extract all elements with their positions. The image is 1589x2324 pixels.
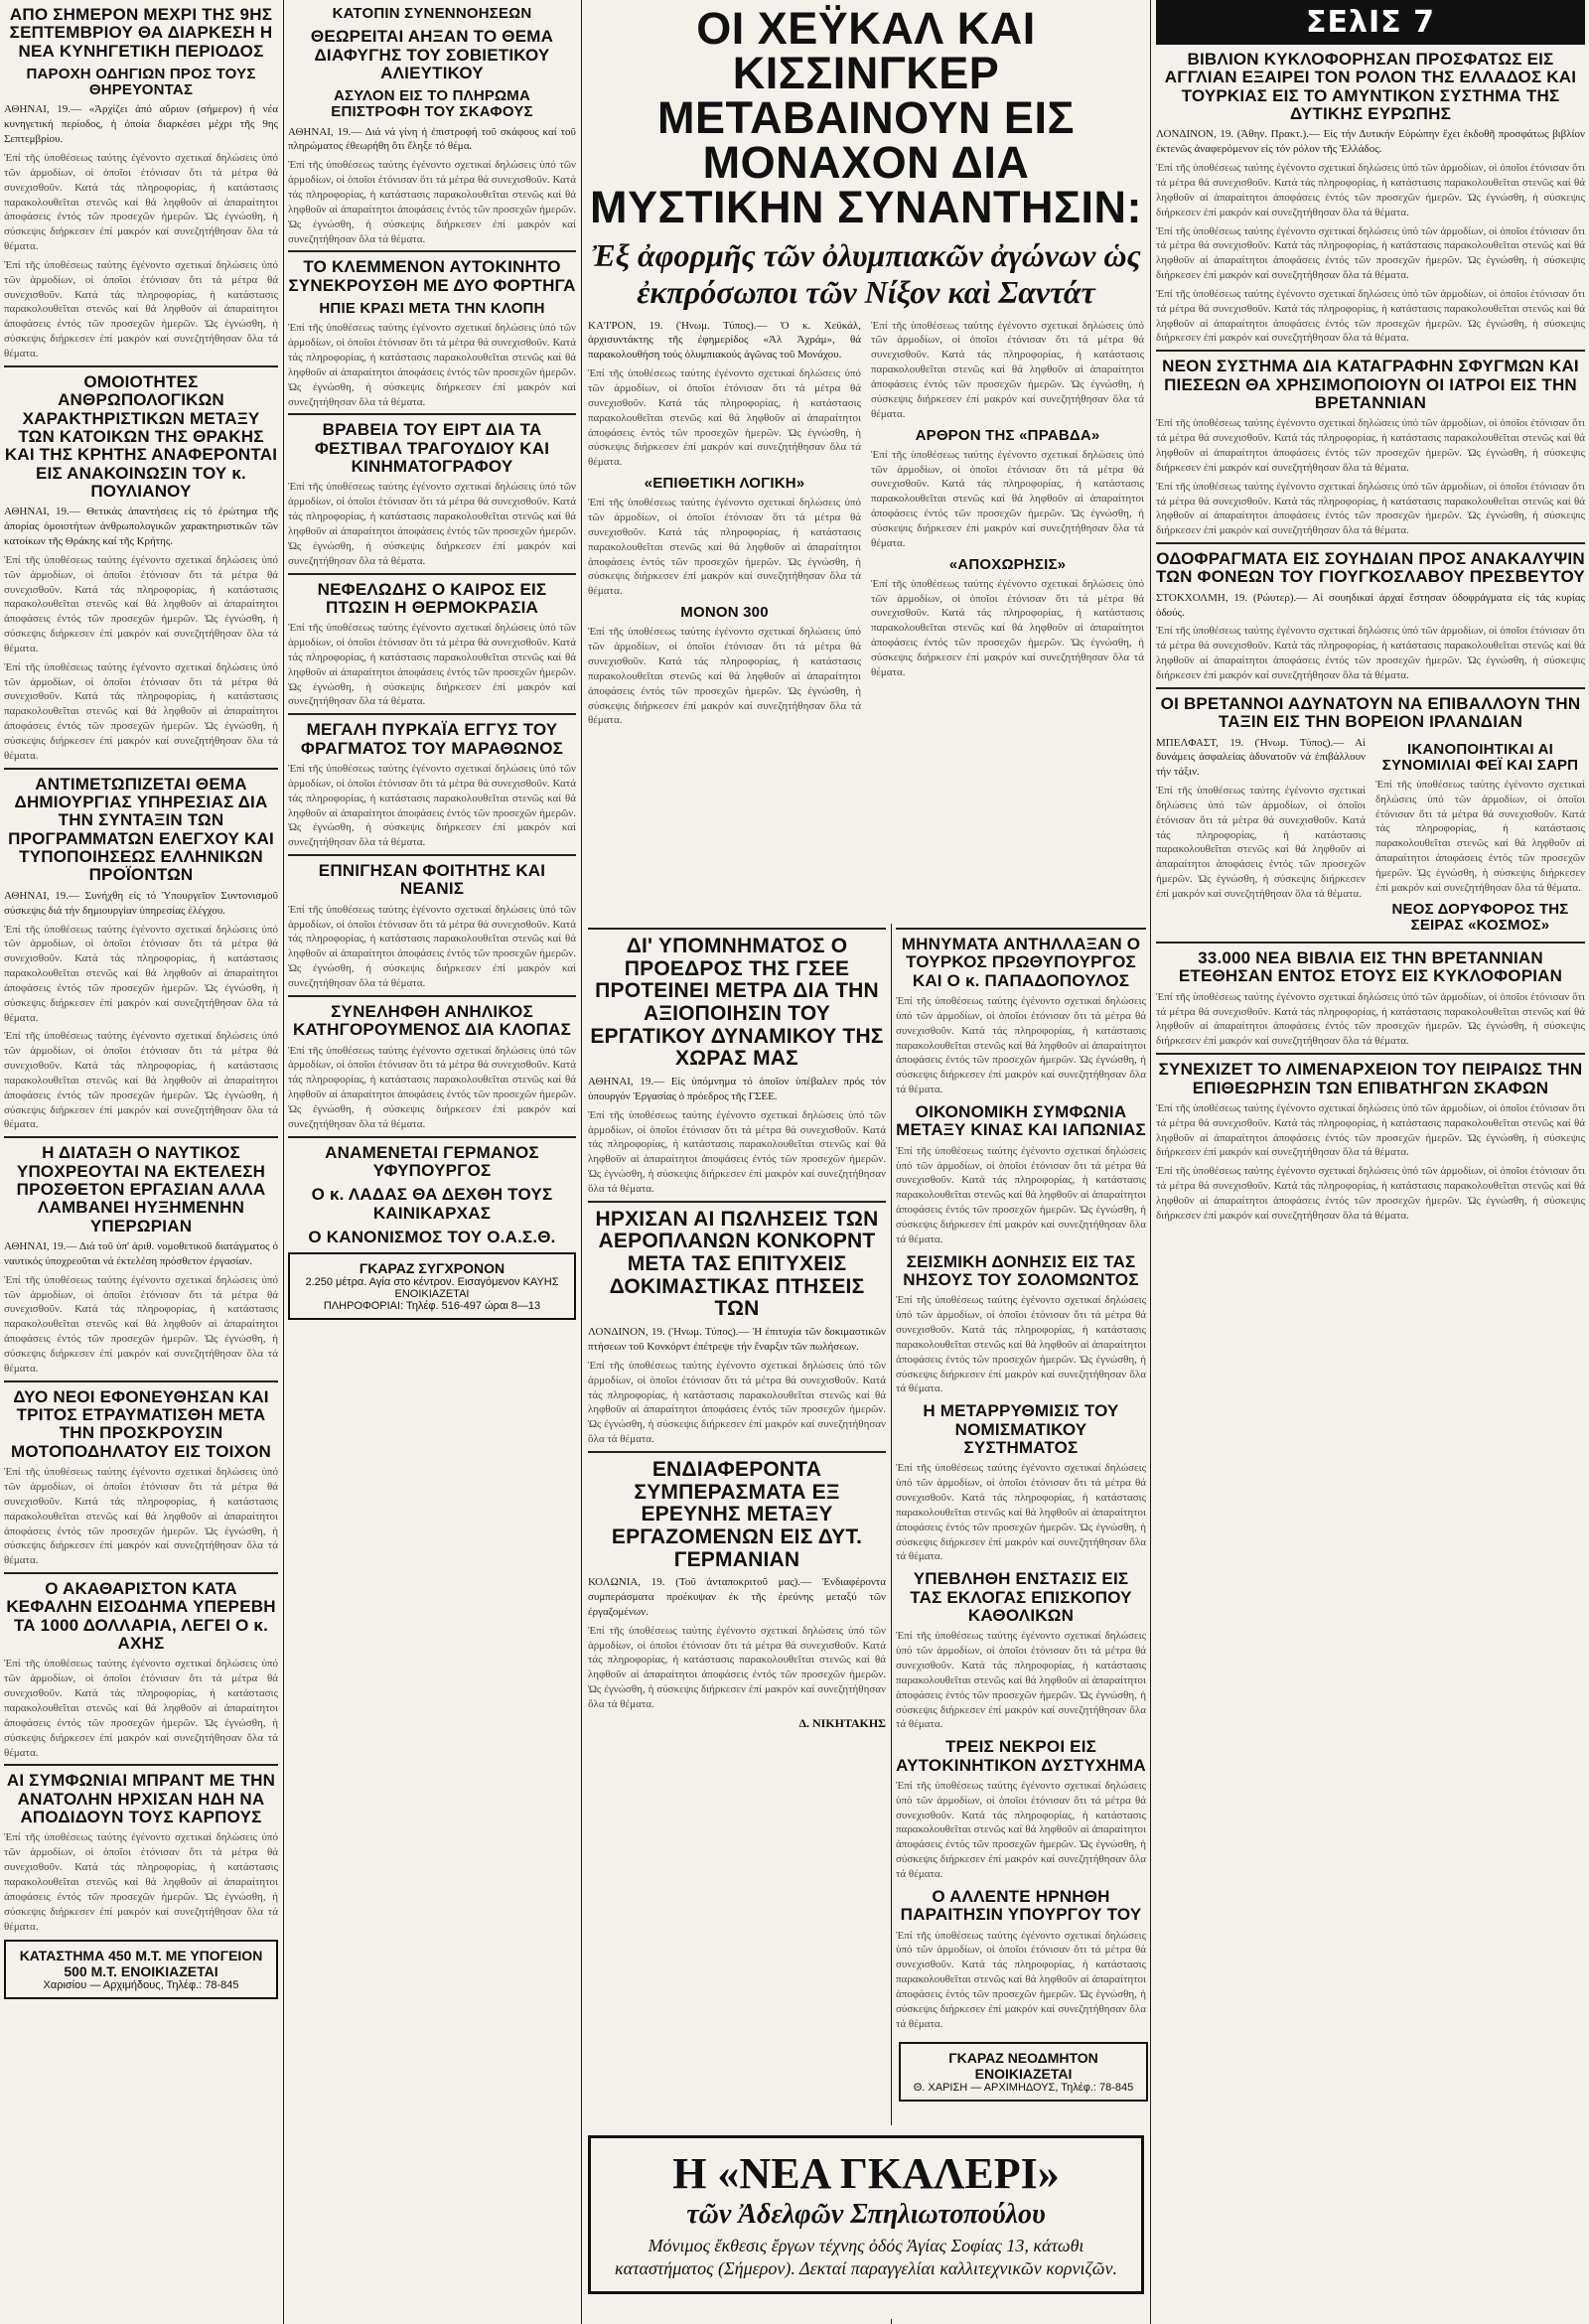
article-text: ΛΟΝΔΙΝΟΝ, 19. (Ἀθην. Πρακτ.).— Εἰς τήν Δυτικήν Εὐρώπην ἔχει ἐκδοθῆ προσφάτως βιβλίον ἐκτενῶς ἀναφερόμενον εἰς τόν ρόλον τῆς Ἑλλάδος. (1156, 128, 1588, 156)
classified-ad (899, 2042, 1148, 2102)
divider (4, 768, 278, 770)
article-text: ΑΘΗΝΑΙ, 19.— Εἰς ὑπόμνημα τό ὁποῖον ὑπέβαλεν πρός τόν ὑπουργόν Ἐργασίας ὁ πρόεδρος τῆς ΓΣΕΕ. (588, 1076, 889, 1102)
article-text: Ἐπί τῆς ὑποθέσεως ταύτης ἐγένοντο σχετικαί δηλώσεις ὑπό τῶν ἁρμοδίων, οἱ ὁποῖοι ἐτόνισαν ὅτι τά μέτρα θά συνεχισθοῦν. Κατά τάς πληροφορίας, ἡ κατάστασις παρακολουθεῖται στενῶς καί θά ληφθοῦν αἱ ἀπαραίτητοι ἀποφάσεις ἐντός τῶν προσεχῶν ἡμερῶν. Ὡς ἐγνώσθη, ἡ σύσκεψις διήρκεσεν ἐπί μακρόν καί συνεζητήθησαν ὅλα τά θέματα. (896, 1929, 1149, 2030)
article-text: Ἐπί τῆς ὑποθέσεως ταύτης ἐγένοντο σχετικαί δηλώσεις ὑπό τῶν ἁρμοδίων, οἱ ὁποῖοι ἐτόνισαν ὅτι τά μέτρα θά συνεχισθοῦν. Κατά τάς πληροφορίας, ἡ κατάστασις παρακολουθεῖται στενῶς καί θά ληφθοῦν αἱ ἀπαραίτητοι ἀποφάσεις ἐντός τῶν προσεχῶν ἡμερῶν. Ὡς ἐγνώσθη, ἡ σύσκεψις διήρκεσεν ἐπί μακρόν καί συνεζητήθησαν ὅλα τά θέματα. (1156, 1101, 1588, 1159)
headline: ΜΕΓΑΛΗ ΠΥΡΚΑΪΑ ΕΓΓΥΣ ΤΟΥ ΦΡΑΓΜΑΤΟΣ ΤΟΥ ΜΑΡΑΘΩΝΟΣ (300, 720, 564, 758)
article-text: Ἐπί τῆς ὑποθέσεως ταύτης ἐγένοντο σχετικαί δηλώσεις ὑπό τῶν ἁρμοδίων, οἱ ὁποῖοι ἐτόνισαν ὅτι τά μέτρα θά συνεχισθοῦν. Κατά τάς πληροφορίας, ἡ κατάστασις παρακολουθεῖται στενῶς καί θά ληφθοῦν αἱ ἀπαραίτητοι ἀποφάσεις ἐντός τῶν προσεχῶν ἡμερῶν. Ὡς ἐγνώσθη, ἡ σύσκεψις διήρκεσεν ἐπί μακρόν καί συνεζητήθησαν ὅλα τά θέματα. (1156, 990, 1588, 1048)
headline: ΝΕΟΝ ΣΥΣΤΗΜΑ ΔΙΑ ΚΑΤΑΓΡΑΦΗΝ ΣΦΥΓΜΩΝ ΚΑΙ ΠΙΕΣΕΩΝ ΘΑ ΧΡΗΣΙΜΟΠΟΙΟΥΝ ΟΙ ΙΑΤΡΟΙ ΕΙΣ ΤΗΝ ΒΡΕΤΑΝΝΙΑΝ (1162, 357, 1579, 412)
article-text: ΚΑ'Ι'ΡΟΝ, 19. (Ἡνωμ. Τύπος).— Ὁ κ. Χεϋκάλ, ἀρχισυντάκτης τῆς ἐφημερίδος «Ἀλ Ἀχράμ», θά παρακολουθήση τούς ὀλυμπιακούς ἀγῶνας τοῦ Μονάχου. (588, 319, 864, 362)
divider (588, 1451, 886, 1453)
gallery-advertisement (588, 2125, 1144, 2319)
article-text: Ἐπί τῆς ὑποθέσεως ταύτης ἐγένοντο σχετικαί δηλώσεις ὑπό τῶν ἁρμοδίων, οἱ ὁποῖοι ἐτόνισαν ὅτι τά μέτρα θά συνεχισθοῦν. Κατά τάς πληροφορίας, ἡ κατάστασις παρακολουθεῖται στενῶς καί θά ληφθοῦν αἱ ἀπαραίτητοι ἀποφάσεις ἐντός τῶν προσεχῶν ἡμερῶν. Ὡς ἐγνώσθη, ἡ σύσκεψις διήρκεσεν ἐπί μακρόν καί συνεζητήθησαν ὅλα τά θέματα. (4, 258, 281, 360)
divider (1156, 687, 1585, 689)
article-text: Ἐπί τῆς ὑποθέσεως ταύτης ἐγένοντο σχετικαί δηλώσεις ὑπό τῶν ἁρμοδίων, οἱ ὁποῖοι ἐτόνισαν ὅτι τά μέτρα θά συνεχισθοῦν. Κατά τάς πληροφορίας, ἡ κατάστασις παρακολουθεῖται στενῶς καί θά ληφθοῦν αἱ ἀπαραίτητοι ἀποφάσεις ἐντός τῶν προσεχῶν ἡμερῶν. Ὡς ἐγνώσθη, ἡ σύσκεψις διήρκεσεν ἐπί μακρόν καί συνεζητήθησαν ὅλα τά θέματα. (288, 322, 579, 408)
article-text: Ἐπί τῆς ὑποθέσεως ταύτης ἐγένοντο σχετικαί δηλώσεις ὑπό τῶν ἁρμοδίων, οἱ ὁποῖοι ἐτόνισαν ὅτι τά μέτρα θά συνεχισθοῦν. Κατά τάς πληροφορίας, ἡ κατάστασις παρακολουθεῖται στενῶς καί θά ληφθοῦν αἱ ἀπαραίτητοι ἀποφάσεις ἐντός τῶν προσεχῶν ἡμερῶν. Ὡς ἐγνώσθη, ἡ σύσκεψις διήρκεσεν ἐπί μακρόν καί συνεζητήθησαν ὅλα τά θέματα. (1156, 1165, 1588, 1222)
article-text: Ἐπί τῆς ὑποθέσεως ταύτης ἐγένοντο σχετικαί δηλώσεις ὑπό τῶν ἁρμοδίων, οἱ ὁποῖοι ἐτόνισαν ὅτι τά μέτρα θά συνεχισθοῦν. Κατά τάς πληροφορίας, ἡ κατάστασις παρακολουθεῖται στενῶς καί θά ληφθοῦν αἱ ἀπαραίτητοι ἀποφάσεις ἐντός τῶν προσεχῶν ἡμερῶν. Ὡς ἐγνώσθη, ἡ σύσκεψις διήρκεσεν ἐπί μακρόν καί συνεζητήθησαν ὅλα τά θέματα. (4, 1030, 281, 1131)
divider (4, 1136, 278, 1138)
article-text: Ἐπί τῆς ὑποθέσεως ταύτης ἐγένοντο σχετικαί δηλώσεις ὑπό τῶν ἁρμοδίων, οἱ ὁποῖοι ἐτόνισαν ὅτι τά μέτρα θά συνεχισθοῦν. Κατά τάς πληροφορίας, ἡ κατάστασις παρακολουθεῖται στενῶς καί θά ληφθοῦν αἱ ἀπαραίτητοι ἀποφάσεις ἐντός τῶν προσεχῶν ἡμερῶν. Ὡς ἐγνώσθη, ἡ σύσκεψις διήρκεσεν ἐπί μακρόν καί συνεζητήθησαν ὅλα τά θέματα. (4, 1831, 281, 1933)
headline: Ο κ. ΛΑΔΑΣ ΘΑ ΔΕΧΘΗ ΤΟΥΣ ΚΑΙΝΙΚΑΡΧΑΣ (311, 1185, 553, 1223)
headline: ΝΕΦΕΛΩΔΗΣ Ο ΚΑΙΡΟΣ ΕΙΣ ΠΤΩΣΙΝ Η ΘΕΡΜΟΚΡΑΣΙΑ (317, 579, 547, 617)
subheadline: «ΑΠΟΧΩΡΗΣΙΣ» (948, 555, 1067, 573)
divider (588, 1201, 886, 1203)
column-2 (288, 0, 579, 2324)
article-text: Ἐπί τῆς ὑποθέσεως ταύτης ἐγένοντο σχετικαί δηλώσεις ὑπό τῶν ἁρμοδίων, οἱ ὁποῖοι ἐτόνισαν ὅτι τά μέτρα θά συνεχισθοῦν. Κατά τάς πληροφορίας, ἡ κατάστασις παρακολουθεῖται στενῶς καί θά ληφθοῦν αἱ ἀπαραίτητοι ἀποφάσεις ἐντός τῶν προσεχῶν ἡμερῶν. Ὡς ἐγνώσθη, ἡ σύσκεψις διήρκεσεν ἐπί μακρόν καί συνεζητήθησαν ὅλα τά θέματα. (288, 622, 579, 708)
headline: ΟΙΚΟΝΟΜΙΚΗ ΣΥΜΦΩΝΙΑ ΜΕΤΑΞΥ ΚΙΝΑΣ ΚΑΙ ΙΑΠΩΝΙΑΣ (896, 1101, 1146, 1140)
divider (4, 1380, 278, 1382)
main-story (588, 0, 1147, 924)
article-text: ΜΠΕΛΦΑΣΤ, 19. (Ἡνωμ. Τύπος).— Αἱ δυνάμεις ἀσφαλείας ἀδυνατοῦν νά ἐπιβάλλουν τήν τάξιν. (1156, 736, 1369, 779)
article-text: Ἐπί τῆς ὑποθέσεως ταύτης ἐγένοντο σχετικαί δηλώσεις ὑπό τῶν ἁρμοδίων, οἱ ὁποῖοι ἐτόνισαν ὅτι τά μέτρα θά συνεχισθοῦν. Κατά τάς πληροφορίας, ἡ κατάστασις παρακολουθεῖται στενῶς καί θά ληφθοῦν αἱ ἀπαραίτητοι ἀποφάσεις ἐντός τῶν προσεχῶν ἡμερῶν. Ὡς ἐγνώσθη, ἡ σύσκεψις διήρκεσεν ἐπί μακρόν καί συνεζητήθησαν ὅλα τά θέματα. (288, 159, 579, 245)
main-deck: Ἐξ ἀφορμῆς τῶν ὀλυμπιακῶν ἀγώνων ὡς ἐκπρόσωποι τῶν Νίξον καὶ Σαντάτ (591, 237, 1141, 310)
article-text: Ἐπί τῆς ὑποθέσεως ταύτης ἐγένοντο σχετικαί δηλώσεις ὑπό τῶν ἁρμοδίων, οἱ ὁποῖοι ἐτόνισαν ὅτι τά μέτρα θά συνεχισθοῦν. Κατά τάς πληροφορίας, ἡ κατάστασις παρακολουθεῖται στενῶς καί θά ληφθοῦν αἱ ἀπαραίτητοι ἀποφάσεις ἐντός τῶν προσεχῶν ἡμερῶν. Ὡς ἐγνώσθη, ἡ σύσκεψις διήρκεσεν ἐπί μακρόν καί συνεζητήθησαν ὅλα τά θέματα. (588, 626, 864, 727)
article-text: Ἐπί τῆς ὑποθέσεως ταύτης ἐγένοντο σχετικαί δηλώσεις ὑπό τῶν ἁρμοδίων, οἱ ὁποῖοι ἐτόνισαν ὅτι τά μέτρα θά συνεχισθοῦν. Κατά τάς πληροφορίας, ἡ κατάστασις παρακολουθεῖται στενῶς καί θά ληφθοῦν αἱ ἀπαραίτητοι ἀποφάσεις ἐντός τῶν προσεχῶν ἡμερῶν. Ὡς ἐγνώσθη, ἡ σύσκεψις διήρκεσεν ἐπί μακρόν καί συνεζητήθησαν ὅλα τά θέματα. (1156, 287, 1588, 345)
article-text: ΑΘΗΝΑΙ, 19.— Συνήχθη εἰς τό Ὑπουργεῖον Συντονισμοῦ σύσκεψις διά τήν δημιουργίαν ὑπηρεσίας ἐλέγχου. (4, 889, 281, 917)
subheadline: ΗΠΙΕ ΚΡΑΣΙ ΜΕΤΑ ΤΗΝ ΚΛΟΠΗ (319, 300, 545, 318)
gallery-ad-box (588, 2135, 1144, 2294)
headline: ΥΠΕΒΛΗΘΗ ΕΝΣΤΑΣΙΣ ΕΙΣ ΤΑΣ ΕΚΛΟΓΑΣ ΕΠΙΣΚΟΠΟΥ ΚΑΘΟΛΙΚΩΝ (910, 1569, 1132, 1625)
divider (288, 573, 576, 575)
main-headline: ΟΙ ΧΕΫΚΑΛ ΚΑΙ ΚΙΣΣΙΝΓΚΕΡ ΜΕΤΑΒΑΙΝΟΥΝ ΕΙΣ ΜΟΝΑΧΟΝ ΔΙΑ ΜΥΣΤΙΚΗΝ ΣΥΝΑΝΤΗΣΙΝ: (590, 3, 1142, 232)
article-text: Ἐπί τῆς ὑποθέσεως ταύτης ἐγένοντο σχετικαί δηλώσεις ὑπό τῶν ἁρμοδίων, οἱ ὁποῖοι ἐτόνισαν ὅτι τά μέτρα θά συνεχισθοῦν. Κατά τάς πληροφορίας, ἡ κατάστασις παρακολουθεῖται στενῶς καί θά ληφθοῦν αἱ ἀπαραίτητοι ἀποφάσεις ἐντός τῶν προσεχῶν ἡμερῶν. Ὡς ἐγνώσθη, ἡ σύσκεψις διήρκεσεν ἐπί μακρόν καί συνεζητήθησαν ὅλα τά θέματα. (896, 1144, 1149, 1245)
article-text: Ἐπί τῆς ὑποθέσεως ταύτης ἐγένοντο σχετικαί δηλώσεις ὑπό τῶν ἁρμοδίων, οἱ ὁποῖοι ἐτόνισαν ὅτι τά μέτρα θά συνεχισθοῦν. Κατά τάς πληροφορίας, ἡ κατάστασις παρακολουθεῖται στενῶς καί θά ληφθοῦν αἱ ἀπαραίτητοι ἀποφάσεις ἐντός τῶν προσεχῶν ἡμερῶν. Ὡς ἐγνώσθη, ἡ σύσκεψις διήρκεσεν ἐπί μακρόν καί συνεζητήθησαν ὅλα τά θέματα. (896, 995, 1149, 1096)
headline: ΕΠΝΙΓΗΣΑΝ ΦΟΙΤΗΤΗΣ ΚΑΙ ΝΕΑΝΙΣ (318, 861, 546, 899)
column-rule (1150, 0, 1151, 2324)
divider (1156, 542, 1585, 544)
divider (588, 928, 886, 930)
main-body-right (871, 319, 1147, 733)
article-text: Ἐπί τῆς ὑποθέσεως ταύτης ἐγένοντο σχετικαί δηλώσεις ὑπό τῶν ἁρμοδίων, οἱ ὁποῖοι ἐτόνισαν ὅτι τά μέτρα θά συνεχισθοῦν. Κατά τάς πληροφορίας, ἡ κατάστασις παρακολουθεῖται στενῶς καί θά ληφθοῦν αἱ ἀπαραίτητοι ἀποφάσεις ἐντός τῶν προσεχῶν ἡμερῶν. Ὡς ἐγνώσθη, ἡ σύσκεψις διήρκεσεν ἐπί μακρόν καί συνεζητήθησαν ὅλα τά θέματα. (1156, 625, 1588, 682)
article-text: ΑΘΗΝΑΙ, 19.— «Ἀρχίζει ἀπό αὔριον (σήμερον) ἡ νέα κυνηγετική περίοδος, ἡ ὁποία διαρκέσει μέχρι τῆς 9ης Σεπτεμβρίου. (4, 103, 281, 146)
divider (288, 713, 576, 715)
divider (1156, 942, 1585, 944)
column-3-lower (588, 924, 889, 2324)
article-text: ΚΟΛΩΝΙΑ, 19. (Τοῦ ἀνταποκριτοῦ μας).— Ἐνδιαφέροντα συμπεράσματα προέκυψαν ἐκ τῆς ἐρεύνης μεταξύ τῶν ἐργαζομένων. (588, 1576, 889, 1618)
main-body-left (588, 319, 864, 733)
headline: ΑΝΤΙΜΕΤΩΠΙΖΕΤΑΙ ΘΕΜΑ ΔΗΜΙΟΥΡΓΙΑΣ ΥΠΗΡΕΣΙΑΣ ΔΙΑ ΤΗΝ ΣΥΝΤΑΞΙΝ ΤΩΝ ΠΡΟΓΡΑΜΜΑΤΩΝ ΕΛΕΓΧΟΥ ΚΑΙ ΤΥΠΟΠΟΙΗΣΕΩΣ ΕΛΛΗΝΙΚΩΝ ΠΡΟΪΟΝΤΩΝ (8, 774, 274, 885)
article-text: Ἐπί τῆς ὑποθέσεως ταύτης ἐγένοντο σχετικαί δηλώσεις ὑπό τῶν ἁρμοδίων, οἱ ὁποῖοι ἐτόνισαν ὅτι τά μέτρα θά συνεχισθοῦν. Κατά τάς πληροφορίας, ἡ κατάστασις παρακολουθεῖται στενῶς καί θά ληφθοῦν αἱ ἀπαραίτητοι ἀποφάσεις ἐντός τῶν προσεχῶν ἡμερῶν. Ὡς ἐγνώσθη, ἡ σύσκεψις διήρκεσεν ἐπί μακρόν καί συνεζητήθησαν ὅλα τά θέματα. (896, 1779, 1149, 1880)
divider (288, 250, 576, 252)
divider (288, 854, 576, 856)
headline: ΙΚΑΝΟΠΟΙΗΤΙΚΑΙ ΑΙ ΣΥΝΟΜΙΛΙΑΙ ΦΕΪ ΚΑΙ ΣΑΡΠ (1381, 740, 1579, 774)
article-text: Ἐπί τῆς ὑποθέσεως ταύτης ἐγένοντο σχετικαί δηλώσεις ὑπό τῶν ἁρμοδίων, οἱ ὁποῖοι ἐτόνισαν ὅτι τά μέτρα θά συνεχισθοῦν. Κατά τάς πληροφορίας, ἡ κατάστασις παρακολουθεῖται στενῶς καί θά ληφθοῦν αἱ ἀπαραίτητοι ἀποφάσεις ἐντός τῶν προσεχῶν ἡμερῶν. Ὡς ἐγνώσθη, ἡ σύσκεψις διήρκεσεν ἐπί μακρόν καί συνεζητήθησαν ὅλα τά θέματα. (288, 763, 579, 849)
headline: ΣΥΝΕΧΙΖΕΤ ΤΟ ΛΙΜΕΝΑΡΧΕΙΟΝ ΤΟΥ ΠΕΙΡΑΙΩΣ ΤΗΝ ΕΠΙΘΕΩΡΗΣΙΝ ΤΩΝ ΕΠΙΒΑΤΗΓΩΝ ΣΚΑΦΩΝ (1158, 1060, 1583, 1097)
divider (1156, 1053, 1585, 1055)
column-rule (891, 924, 892, 2324)
subheadline: ΑΡΘΡΟΝ ΤΗΣ «ΠΡΑΒΔΑ» (915, 426, 1100, 444)
headline: Η ΔΙΑΤΑΞΗ Ο ΝΑΥΤΙΚΟΣ ΥΠΟΧΡΕΟΥΤΑΙ ΝΑ ΕΚΤΕΛΕΣΗ ΠΡΟΣΘΕΤΟΝ ΕΡΓΑΣΙΑΝ ΑΛΛΑ ΛΑΜΒΑΝΕΙ ΗΥΞΗΜΕΝΗΝ ΥΠΕΡΩΡΙΑΝ (16, 1143, 266, 1235)
divider (288, 1136, 576, 1138)
classified-ad (4, 1940, 278, 1999)
divider (896, 928, 1146, 930)
article-text: Ἐπί τῆς ὑποθέσεως ταύτης ἐγένοντο σχετικαί δηλώσεις ὑπό τῶν ἁρμοδίων, οἱ ὁποῖοι ἐτόνισαν ὅτι τά μέτρα θά συνεχισθοῦν. Κατά τάς πληροφορίας, ἡ κατάστασις παρακολουθεῖται στενῶς καί θά ληφθοῦν αἱ ἀπαραίτητοι ἀποφάσεις ἐντός τῶν προσεχῶν ἡμερῶν. Ὡς ἐγνώσθη, ἡ σύσκεψις διήρκεσεν ἐπί μακρόν καί συνεζητήθησαν ὅλα τά θέματα. (871, 448, 1147, 549)
subheadline: «ΕΠΙΘΕΤΙΚΗ ΛΟΓΙΚΗ» (644, 475, 805, 493)
ad-phone: ΠΛΗΡΟΦΟΡΙΑΙ: Τηλέφ. 516-497 ώραι 8—13 (323, 1300, 541, 1313)
kicker: ΚΑΤΟΠΙΝ ΣΥΝΕΝΝΟΗΣΕΩΝ (332, 5, 532, 22)
ad-title: ΚΑΤΑΣΤΗΜΑ 450 Μ.Τ. ΜΕ ΥΠΟΓΕΙΟΝ 500 Μ.Τ. ΕΝΟΙΚΙΑΖΕΤΑΙ (19, 1948, 263, 1980)
column-rule (581, 0, 582, 2324)
headline: Ο ΚΑΝΟΝΙΣΜΟΣ ΤΟΥ Ο.Α.Σ.Θ. (308, 1228, 556, 1247)
article-text: ΛΟΝΔΙΝΟΝ, 19. (Ἡνωμ. Τύπος).— Ἡ ἐπιτυχία τῶν δοκιμαστικῶν πτήσεων τοῦ Κονκόρντ ἐπέτρεψε τήν ἔναρξιν τῶν πωλήσεων. (588, 1326, 889, 1353)
gallery-ad-subtitle: τῶν Ἀδελφῶν Σπηλιωτοπούλου (686, 2199, 1046, 2230)
headline: ΒΡΑΒΕΙΑ ΤΟΥ ΕΙΡΤ ΔΙΑ ΤΑ ΦΕΣΤΙΒΑΛ ΤΡΑΓΟΥΔΙΟΥ ΚΑΙ ΚΙΝΗΜΑΤΟΓΡΑΦΟΥ (314, 420, 550, 477)
article-column-left (1156, 736, 1369, 939)
article-text: Ἐπί τῆς ὑποθέσεως ταύτης ἐγένοντο σχετικαί δηλώσεις ὑπό τῶν ἁρμοδίων, οἱ ὁποῖοι ἐτόνισαν ὅτι τά μέτρα θά συνεχισθοῦν. Κατά τάς πληροφορίας, ἡ κατάστασις παρακολουθεῖται στενῶς καί θά ληφθοῦν αἱ ἀπαραίτητοι ἀποφάσεις ἐντός τῶν προσεχῶν ἡμερῶν. Ὡς ἐγνώσθη, ἡ σύσκεψις διήρκεσεν ἐπί μακρόν καί συνεζητήθησαν ὅλα τά θέματα. (1156, 224, 1588, 282)
article-columns (1156, 736, 1588, 939)
article-text: Ἐπί τῆς ὑποθέσεως ταύτης ἐγένοντο σχετικαί δηλώσεις ὑπό τῶν ἁρμοδίων, οἱ ὁποῖοι ἐτόνισαν ὅτι τά μέτρα θά συνεχισθοῦν. Κατά τάς πληροφορίας, ἡ κατάστασις παρακολουθεῖται στενῶς καί θά ληφθοῦν αἱ ἀπαραίτητοι ἀποφάσεις ἐντός τῶν προσεχῶν ἡμερῶν. Ὡς ἐγνώσθη, ἡ σύσκεψις διήρκεσεν ἐπί μακρόν καί συνεζητήθησαν ὅλα τά θέματα. (288, 903, 579, 989)
divider (288, 413, 576, 415)
headline: ΗΡΧΙΣΑΝ ΑΙ ΠΩΛΗΣΕΙΣ ΤΩΝ ΑΕΡΟΠΛΑΝΩΝ ΚΟΝΚΟΡΝΤ ΜΕΤΑ ΤΑΣ ΕΠΙΤΥΧΕΙΣ ΔΟΚΙΜΑΣΤΙΚΑΣ ΠΤΗΣΕΙΣ ΤΩΝ (595, 1207, 879, 1321)
headline: Ο ΑΚΑΘΑΡΙΣΤΟΝ ΚΑΤΑ ΚΕΦΑΛΗΝ ΕΙΣΟΔΗΜΑ ΥΠΕΡΕΒΗ ΤΑ 1000 ΔΟΛΛΑΡΙΑ, ΛΕΓΕΙ Ο κ. ΑΧΗΣ (6, 1579, 276, 1654)
subheadline: ΑΣΥΛΟΝ ΕΙΣ ΤΟ ΠΛΗΡΩΜΑ ΕΠΙΣΤΡΟΦΗ ΤΟΥ ΣΚΑΦΟΥΣ (331, 87, 533, 121)
article-text: Ἐπί τῆς ὑποθέσεως ταύτης ἐγένοντο σχετικαί δηλώσεις ὑπό τῶν ἁρμοδίων, οἱ ὁποῖοι ἐτόνισαν ὅτι τά μέτρα θά συνεχισθοῦν. Κατά τάς πληροφορίας, ἡ κατάστασις παρακολουθεῖται στενῶς καί θά ληφθοῦν αἱ ἀπαραίτητοι ἀποφάσεις ἐντός τῶν προσεχῶν ἡμερῶν. Ὡς ἐγνώσθη, ἡ σύσκεψις διήρκεσεν ἐπί μακρόν καί συνεζητήθησαν ὅλα τά θέματα. (588, 1108, 889, 1195)
headline: ΟΔΟΦΡΑΓΜΑΤΑ ΕΙΣ ΣΟΥΗΔΙΑΝ ΠΡΟΣ ΑΝΑΚΑΛΥΨΙΝ ΤΩΝ ΦΟΝΕΩΝ ΤΟΥ ΓΙΟΥΓΚΟΣΛΑΒΟΥ ΠΡΕΣΒΕΥΤΟΥ (1156, 549, 1585, 587)
headline: Ο ΑΛΛΕΝΤΕ ΗΡΝΗΘΗ ΠΑΡΑΙΤΗΣΙΝ ΥΠΟΥΡΓΟΥ ΤΟΥ (900, 1886, 1142, 1925)
article-text: ΑΘΗΝΑΙ, 19.— Θετικάς ἀπαντήσεις εἰς τό ἐρώτημα τῆς ἀπορίας ὁμοιοτήτων ἀνθρωπολογικῶν χαρακτηριστικῶν τῶν κατοίκων τῆς Θράκης καί τῆς Κρήτης. (4, 506, 281, 547)
article-column-right (1375, 736, 1588, 939)
article-text: Ἐπί τῆς ὑποθέσεως ταύτης ἐγένοντο σχετικαί δηλώσεις ὑπό τῶν ἁρμοδίων, οἱ ὁποῖοι ἐτόνισαν ὅτι τά μέτρα θά συνεχισθοῦν. Κατά τάς πληροφορίας, ἡ κατάστασις παρακολουθεῖται στενῶς καί θά ληφθοῦν αἱ ἀπαραίτητοι ἀποφάσεις ἐντός τῶν προσεχῶν ἡμερῶν. Ὡς ἐγνώσθη, ἡ σύσκεψις διήρκεσεν ἐπί μακρόν καί συνεζητήθησαν ὅλα τά θέματα. (1156, 417, 1588, 474)
classified-ad (288, 1252, 576, 1320)
article-text: Ἐπί τῆς ὑποθέσεως ταύτης ἐγένοντο σχετικαί δηλώσεις ὑπό τῶν ἁρμοδίων, οἱ ὁποῖοι ἐτόνισαν ὅτι τά μέτρα θά συνεχισθοῦν. Κατά τάς πληροφορίας, ἡ κατάστασις παρακολουθεῖται στενῶς καί θά ληφθοῦν αἱ ἀπαραίτητοι ἀποφάσεις ἐντός τῶν προσεχῶν ἡμερῶν. Ὡς ἐγνώσθη, ἡ σύσκεψις διήρκεσεν ἐπί μακρόν καί συνεζητήθησαν ὅλα τά θέματα. (588, 497, 864, 598)
main-body (588, 319, 1147, 733)
article-text: ΣΤΟΚΧΟΛΜΗ, 19. (Ρώυτερ).— Αἱ σουηδικαί ἀρχαί ἔστησαν ὁδοφράγματα εἰς τάς κυρίας ὁδούς. (1156, 591, 1588, 619)
column-1 (4, 0, 281, 2324)
headline: ΕΝΔΙΑΦΕΡΟΝΤΑ ΣΥΜΠΕΡΑΣΜΑΤΑ ΕΞ ΕΡΕΥΝΗΣ ΜΕΤΑΞΥ ΕΡΓΑΖΟΜΕΝΩΝ ΕΙΣ ΔΥΤ. ΓΕΡΜΑΝΙΑΝ (611, 1457, 863, 1571)
gallery-ad-description: Μόνιμος ἔκθεσις ἔργων τέχνης ὁδός Ἁγίας Σοφίας 13, κάτωθι καταστήματος (Σήμερον). Δεκταί παραγγελίαι καλλιτεχνικῶν κορνιζῶν. (615, 2236, 1117, 2279)
article-text: ΑΘΗΝΑΙ, 19.— Διά τοῦ ὑπ' ἀριθ. νομοθετικοῦ διατάγματος ὁ ναυτικός ὑποχρεοῦται νά ἐκτελέση πρόσθετον ἐργασίαν. (4, 1240, 281, 1267)
ad-text: Χαρισίου — Αρχιμήδους, Τηλέφ.: 78-845 (43, 1979, 239, 1992)
article-text: Ἐπί τῆς ὑποθέσεως ταύτης ἐγένοντο σχετικαί δηλώσεις ὑπό τῶν ἁρμοδίων, οἱ ὁποῖοι ἐτόνισαν ὅτι τά μέτρα θά συνεχισθοῦν. Κατά τάς πληροφορίας, ἡ κατάστασις παρακολουθεῖται στενῶς καί θά ληφθοῦν αἱ ἀπαραίτητοι ἀποφάσεις ἐντός τῶν προσεχῶν ἡμερῶν. Ὡς ἐγνώσθη, ἡ σύσκεψις διήρκεσεν ἐπί μακρόν καί συνεζητήθησαν ὅλα τά θέματα. (4, 1658, 281, 1759)
article-text: Ἐπί τῆς ὑποθέσεως ταύτης ἐγένοντο σχετικαί δηλώσεις ὑπό τῶν ἁρμοδίων, οἱ ὁποῖοι ἐτόνισαν ὅτι τά μέτρα θά συνεχισθοῦν. Κατά τάς πληροφορίας, ἡ κατάστασις παρακολουθεῖται στενῶς καί θά ληφθοῦν αἱ ἀπαραίτητοι ἀποφάσεις ἐντός τῶν προσεχῶν ἡμερῶν. Ὡς ἐγνώσθη, ἡ σύσκεψις διήρκεσεν ἐπί μακρόν καί συνεζητήθησαν ὅλα τά θέματα. (896, 1630, 1149, 1731)
headline: ΔΥΟ ΝΕΟΙ ΕΦΟΝΕΥΘΗΣΑΝ ΚΑΙ ΤΡΙΤΟΣ ΕΤΡΑΥΜΑΤΙΣΘΗ ΜΕΤΑ ΤΗΝ ΠΡΟΣΚΡΟΥΣΙΝ ΜΟΤΟΠΟΔΗΛΑΤΟΥ ΕΙΣ ΤΟΙΧΟΝ (11, 1386, 271, 1461)
article-text: Ἐπί τῆς ὑποθέσεως ταύτης ἐγένοντο σχετικαί δηλώσεις ὑπό τῶν ἁρμοδίων, οἱ ὁποῖοι ἐτόνισαν ὅτι τά μέτρα θά συνεχισθοῦν. Κατά τάς πληροφορίας, ἡ κατάστασις παρακολουθεῖται στενῶς καί θά ληφθοῦν αἱ ἀπαραίτητοι ἀποφάσεις ἐντός τῶν προσεχῶν ἡμερῶν. Ὡς ἐγνώσθη, ἡ σύσκεψις διήρκεσεν ἐπί μακρόν καί συνεζητήθησαν ὅλα τά θέματα. (588, 1359, 889, 1446)
headline: ΑΙ ΣΥΜΦΩΝΙΑΙ ΜΠΡΑΝΤ ΜΕ ΤΗΝ ΑΝΑΤΟΛΗΝ ΗΡΧΙΣΑΝ ΗΔΗ ΝΑ ΑΠΟΔΙΔΟΥΝ ΤΟΥΣ ΚΑΡΠΟΥΣ (6, 1771, 276, 1827)
headline: ΤΡΕΙΣ ΝΕΚΡΟΙ ΕΙΣ ΑΥΤΟΚΙΝΗΤΙΚΟΝ ΔΥΣΤΥΧΗΜΑ (896, 1737, 1146, 1775)
article-text: Ἐπί τῆς ὑποθέσεως ταύτης ἐγένοντο σχετικαί δηλώσεις ὑπό τῶν ἁρμοδίων, οἱ ὁποῖοι ἐτόνισαν ὅτι τά μέτρα θά συνεχισθοῦν. Κατά τάς πληροφορίας, ἡ κατάστασις παρακολουθεῖται στενῶς καί θά ληφθοῦν αἱ ἀπαραίτητοι ἀποφάσεις ἐντός τῶν προσεχῶν ἡμερῶν. Ὡς ἐγνώσθη, ἡ σύσκεψις διήρκεσεν ἐπί μακρόν καί συνεζητήθησαν ὅλα τά θέματα. (896, 1462, 1149, 1563)
article-text: Ἐπί τῆς ὑποθέσεως ταύτης ἐγένοντο σχετικαί δηλώσεις ὑπό τῶν ἁρμοδίων, οἱ ὁποῖοι ἐτόνισαν ὅτι τά μέτρα θά συνεχισθοῦν. Κατά τάς πληροφορίας, ἡ κατάστασις παρακολουθεῖται στενῶς καί θά ληφθοῦν αἱ ἀπαραίτητοι ἀποφάσεις ἐντός τῶν προσεχῶν ἡμερῶν. Ὡς ἐγνώσθη, ἡ σύσκεψις διήρκεσεν ἐπί μακρόν καί συνεζητήθησαν ὅλα τά θέματα. (1156, 480, 1588, 537)
byline: Δ. ΝΙΚΗΤΑΚΗΣ (798, 1715, 886, 1730)
article-text: Ἐπί τῆς ὑποθέσεως ταύτης ἐγένοντο σχετικαί δηλώσεις ὑπό τῶν ἁρμοδίων, οἱ ὁποῖοι ἐτόνισαν ὅτι τά μέτρα θά συνεχισθοῦν. Κατά τάς πληροφορίας, ἡ κατάστασις παρακολουθεῖται στενῶς καί θά ληφθοῦν αἱ ἀπαραίτητοι ἀποφάσεις ἐντός τῶν προσεχῶν ἡμερῶν. Ὡς ἐγνώσθη, ἡ σύσκεψις διήρκεσεν ἐπί μακρόν καί συνεζητήθησαν ὅλα τά θέματα. (4, 1273, 281, 1375)
column-rule (283, 0, 284, 2324)
headline: 33.000 ΝΕΑ ΒΙΒΛΙΑ ΕΙΣ ΤΗΝ ΒΡΕΤΑΝΝΙΑΝ ΕΤΕΘΗΣΑΝ ΕΝΤΟΣ ΕΤΟΥΣ ΕΙΣ ΚΥΚΛΟΦΟΡΙΑΝ (1178, 948, 1563, 986)
headline: ΑΠΟ ΣΗΜΕΡΟΝ ΜΕΧΡΙ ΤΗΣ 9ΗΣ ΣΕΠΤΕΜΒΡΙΟΥ ΘΑ ΔΙΑΡΚΕΣΗ Η ΝΕΑ ΚΥΝΗΓΕΤΙΚΗ ΠΕΡΙΟΔΟΣ (9, 5, 273, 61)
headline: ΟΙ ΒΡΕΤΑΝΝΟΙ ΑΔΥΝΑΤΟΥΝ ΝΑ ΕΠΙΒΑΛΛΟΥΝ ΤΗΝ ΤΑΞΙΝ ΕΙΣ ΤΗΝ ΒΟΡΕΙΟΝ ΙΡΛΑΝΔΙΑΝ (1160, 693, 1581, 732)
article-text: Ἐπί τῆς ὑποθέσεως ταύτης ἐγένοντο σχετικαί δηλώσεις ὑπό τῶν ἁρμοδίων, οἱ ὁποῖοι ἐτόνισαν ὅτι τά μέτρα θά συνεχισθοῦν. Κατά τάς πληροφορίας, ἡ κατάστασις παρακολουθεῖται στενῶς καί θά ληφθοῦν αἱ ἀπαραίτητοι ἀποφάσεις ἐντός τῶν προσεχῶν ἡμερῶν. Ὡς ἐγνώσθη, ἡ σύσκεψις διήρκεσεν ἐπί μακρόν καί συνεζητήθησαν ὅλα τά θέματα. (1375, 778, 1588, 894)
divider (4, 1764, 278, 1766)
article-text: Ἐπί τῆς ὑποθέσεως ταύτης ἐγένοντο σχετικαί δηλώσεις ὑπό τῶν ἁρμοδίων, οἱ ὁποῖοι ἐτόνισαν ὅτι τά μέτρα θά συνεχισθοῦν. Κατά τάς πληροφορίας, ἡ κατάστασις παρακολουθεῖται στενῶς καί θά ληφθοῦν αἱ ἀπαραίτητοι ἀποφάσεις ἐντός τῶν προσεχῶν ἡμερῶν. Ὡς ἐγνώσθη, ἡ σύσκεψις διήρκεσεν ἐπί μακρόν καί συνεζητήθησαν ὅλα τά θέματα. (871, 319, 1147, 420)
ad-title: ΓΚΑΡΑΖ ΝΕΟΔΜΗΤΟΝ ΕΝΟΙΚΙΑΖΕΤΑΙ (948, 2050, 1098, 2082)
divider (4, 1572, 278, 1574)
divider (4, 365, 278, 367)
article-text: Ἐπί τῆς ὑποθέσεως ταύτης ἐγένοντο σχετικαί δηλώσεις ὑπό τῶν ἁρμοδίων, οἱ ὁποῖοι ἐτόνισαν ὅτι τά μέτρα θά συνεχισθοῦν. Κατά τάς πληροφορίας, ἡ κατάστασις παρακολουθεῖται στενῶς καί θά ληφθοῦν αἱ ἀπαραίτητοι ἀποφάσεις ἐντός τῶν προσεχῶν ἡμερῶν. Ὡς ἐγνώσθη, ἡ σύσκεψις διήρκεσεν ἐπί μακρόν καί συνεζητήθησαν ὅλα τά θέματα. (588, 1624, 889, 1710)
headline: ΝΕΟΣ ΔΟΡΥΦΟΡΟΣ ΤΗΣ ΣΕΙΡΑΣ «ΚΟΣΜΟΣ» (1391, 900, 1569, 934)
divider (288, 995, 576, 997)
headline: ΔΙ' ΥΠΟΜΝΗΜΑΤΟΣ Ο ΠΡΟΕΔΡΟΣ ΤΗΣ ΓΣΕΕ ΠΡΟΤΕΙΝΕΙ ΜΕΤΡΑ ΔΙΑ ΤΗΝ ΑΞΙΟΠΟΙΗΣΙΝ ΤΟΥ ΕΡΓΑΤΙΚΟΥ ΔΥΝΑΜΙΚΟΥ ΤΗΣ ΧΩΡΑΣ ΜΑΣ (590, 935, 884, 1071)
page-number-banner: ΣΕλΙΣ 7 (1156, 0, 1585, 45)
ad-title: ΓΚΑΡΑΖ ΣΥΓΧΡΟΝΟΝ (359, 1260, 506, 1277)
article-text: Ἐπί τῆς ὑποθέσεως ταύτης ἐγένοντο σχετικαί δηλώσεις ὑπό τῶν ἁρμοδίων, οἱ ὁποῖοι ἐτόνισαν ὅτι τά μέτρα θά συνεχισθοῦν. Κατά τάς πληροφορίας, ἡ κατάστασις παρακολουθεῖται στενῶς καί θά ληφθοῦν αἱ ἀπαραίτητοι ἀποφάσεις ἐντός τῶν προσεχῶν ἡμερῶν. Ὡς ἐγνώσθη, ἡ σύσκεψις διήρκεσεν ἐπί μακρόν καί συνεζητήθησαν ὅλα τά θέματα. (4, 1466, 281, 1567)
article-text: Ἐπί τῆς ὑποθέσεως ταύτης ἐγένοντο σχετικαί δηλώσεις ὑπό τῶν ἁρμοδίων, οἱ ὁποῖοι ἐτόνισαν ὅτι τά μέτρα θά συνεχισθοῦν. Κατά τάς πληροφορίας, ἡ κατάστασις παρακολουθεῖται στενῶς καί θά ληφθοῦν αἱ ἀπαραίτητοι ἀποφάσεις ἐντός τῶν προσεχῶν ἡμερῶν. Ὡς ἐγνώσθη, ἡ σύσκεψις διήρκεσεν ἐπί μακρόν καί συνεζητήθησαν ὅλα τά θέματα. (4, 923, 281, 1024)
gallery-ad-name: Η «ΝΕΑ ΓΚΑΛΕΡΙ» (672, 2149, 1060, 2198)
headline: ΣΥΝΕΛΗΦΘΗ ΑΝΗΛΙΚΟΣ ΚΑΤΗΓΟΡΟΥΜΕΝΟΣ ΔΙΑ ΚΛΟΠΑΣ (292, 1001, 572, 1040)
headline: ΒΙΒΛΙΟΝ ΚΥΚΛΟΦΟΡΗΣΑΝ ΠΡΟΣΦΑΤΩΣ ΕΙΣ ΑΓΓΛΙΑΝ ΕΞΑΙΡΕΙ ΤΟΝ ΡΟΛΟΝ ΤΗΣ ΕΛΛΑΔΟΣ ΚΑΙ ΤΟΥΡΚΙΑΣ ΕΙΣ ΤΟ ΑΜΥΝΤΙΚΟΝ ΣΥΣΤΗΜΑ ΤΗΣ ΔΥΤΙΚΗΣ ΕΥΡΩΠΗΣ (1164, 50, 1577, 124)
headline: Η ΜΕΤΑΡΡΥΘΜΙΣΙΣ ΤΟΥ ΝΟΜΙΣΜΑΤΙΚΟΥ ΣΥΣΤΗΜΑΤΟΣ (923, 1401, 1119, 1457)
column-5 (1156, 0, 1588, 2324)
headline: ΣΕΙΣΜΙΚΗ ΔΟΝΗΣΙΣ ΕΙΣ ΤΑΣ ΝΗΣΟΥΣ ΤΟΥ ΣΟΛΟΜΩΝΤΟΣ (903, 1251, 1139, 1289)
article-text: Ἐπί τῆς ὑποθέσεως ταύτης ἐγένοντο σχετικαί δηλώσεις ὑπό τῶν ἁρμοδίων, οἱ ὁποῖοι ἐτόνισαν ὅτι τά μέτρα θά συνεχισθοῦν. Κατά τάς πληροφορίας, ἡ κατάστασις παρακολουθεῖται στενῶς καί θά ληφθοῦν αἱ ἀπαραίτητοι ἀποφάσεις ἐντός τῶν προσεχῶν ἡμερῶν. Ὡς ἐγνώσθη, ἡ σύσκεψις διήρκεσεν ἐπί μακρόν καί συνεζητήθησαν ὅλα τά θέματα. (1156, 785, 1369, 901)
subheadline: ΜΟΝΟΝ 300 (680, 604, 769, 622)
headline: ΜΗΝΥΜΑΤΑ ΑΝΤΗΛΛΑΞΑΝ Ο ΤΟΥΡΚΟΣ ΠΡΩΘΥΠΟΥΡΓΟΣ ΚΑΙ Ο κ. ΠΑΠΑΔΟΠΟΥΛΟΣ (901, 935, 1141, 990)
headline: ΤΟ ΚΛΕΜΜΕΝΟΝ ΑΥΤΟΚΙΝΗΤΟ ΣΥΝΕΚΡΟΥΣΘΗ ΜΕ ΔΥΟ ΦΟΡΤΗΓΑ (288, 257, 576, 295)
column-4-lower (896, 924, 1149, 2324)
article-text: Ἐπί τῆς ὑποθέσεως ταύτης ἐγένοντο σχετικαί δηλώσεις ὑπό τῶν ἁρμοδίων, οἱ ὁποῖοι ἐτόνισαν ὅτι τά μέτρα θά συνεχισθοῦν. Κατά τάς πληροφορίας, ἡ κατάστασις παρακολουθεῖται στενῶς καί θά ληφθοῦν αἱ ἀπαραίτητοι ἀποφάσεις ἐντός τῶν προσεχῶν ἡμερῶν. Ὡς ἐγνώσθη, ἡ σύσκεψις διήρκεσεν ἐπί μακρόν καί συνεζητήθησαν ὅλα τά θέματα. (588, 367, 864, 469)
divider (1156, 350, 1585, 352)
article-text: Ἐπί τῆς ὑποθέσεως ταύτης ἐγένοντο σχετικαί δηλώσεις ὑπό τῶν ἁρμοδίων, οἱ ὁποῖοι ἐτόνισαν ὅτι τά μέτρα θά συνεχισθοῦν. Κατά τάς πληροφορίας, ἡ κατάστασις παρακολουθεῖται στενῶς καί θά ληφθοῦν αἱ ἀπαραίτητοι ἀποφάσεις ἐντός τῶν προσεχῶν ἡμερῶν. Ὡς ἐγνώσθη, ἡ σύσκεψις διήρκεσεν ἐπί μακρόν καί συνεζητήθησαν ὅλα τά θέματα. (4, 553, 281, 654)
article-text: Ἐπί τῆς ὑποθέσεως ταύτης ἐγένοντο σχετικαί δηλώσεις ὑπό τῶν ἁρμοδίων, οἱ ὁποῖοι ἐτόνισαν ὅτι τά μέτρα θά συνεχισθοῦν. Κατά τάς πληροφορίας, ἡ κατάστασις παρακολουθεῖται στενῶς καί θά ληφθοῦν αἱ ἀπαραίτητοι ἀποφάσεις ἐντός τῶν προσεχῶν ἡμερῶν. Ὡς ἐγνώσθη, ἡ σύσκεψις διήρκεσεν ἐπί μακρόν καί συνεζητήθησαν ὅλα τά θέματα. (1156, 162, 1588, 218)
article-text: Ἐπί τῆς ὑποθέσεως ταύτης ἐγένοντο σχετικαί δηλώσεις ὑπό τῶν ἁρμοδίων, οἱ ὁποῖοι ἐτόνισαν ὅτι τά μέτρα θά συνεχισθοῦν. Κατά τάς πληροφορίας, ἡ κατάστασις παρακολουθεῖται στενῶς καί θά ληφθοῦν αἱ ἀπαραίτητοι ἀποφάσεις ἐντός τῶν προσεχῶν ἡμερῶν. Ὡς ἐγνώσθη, ἡ σύσκεψις διήρκεσεν ἐπί μακρόν καί συνεζητήθησαν ὅλα τά θέματα. (288, 1044, 579, 1130)
article-text: ΑΘΗΝΑΙ, 19.— Διά νά γίνη ἡ ἐπιστροφή τοῦ σκάφους καί τοῦ πληρώματος ἐθεωρήθη ὅτι ἔληξε τό θέμα. (288, 125, 579, 153)
headline: ΑΝΑΜΕΝΕΤΑΙ ΓΕΡΜΑΝΟΣ ΥΦΥΠΟΥΡΓΟΣ (325, 1142, 539, 1180)
subheadline: ΠΑΡΟΧΗ ΟΔΗΓΙΩΝ ΠΡΟΣ ΤΟΥΣ ΘΗΡΕΥΟΝΤΑΣ (26, 66, 256, 99)
article-text: Ἐπί τῆς ὑποθέσεως ταύτης ἐγένοντο σχετικαί δηλώσεις ὑπό τῶν ἁρμοδίων, οἱ ὁποῖοι ἐτόνισαν ὅτι τά μέτρα θά συνεχισθοῦν. Κατά τάς πληροφορίας, ἡ κατάστασις παρακολουθεῖται στενῶς καί θά ληφθοῦν αἱ ἀπαραίτητοι ἀποφάσεις ἐντός τῶν προσεχῶν ἡμερῶν. Ὡς ἐγνώσθη, ἡ σύσκεψις διήρκεσεν ἐπί μακρόν καί συνεζητήθησαν ὅλα τά θέματα. (4, 151, 281, 253)
ad-text: Θ. ΧΑΡΙΣΗ — ΑΡΧΙΜΗΔΟΥΣ, Τηλέφ.: 78-845 (913, 2082, 1134, 2094)
article-text: Ἐπί τῆς ὑποθέσεως ταύτης ἐγένοντο σχετικαί δηλώσεις ὑπό τῶν ἁρμοδίων, οἱ ὁποῖοι ἐτόνισαν ὅτι τά μέτρα θά συνεχισθοῦν. Κατά τάς πληροφορίας, ἡ κατάστασις παρακολουθεῖται στενῶς καί θά ληφθοῦν αἱ ἀπαραίτητοι ἀποφάσεις ἐντός τῶν προσεχῶν ἡμερῶν. Ὡς ἐγνώσθη, ἡ σύσκεψις διήρκεσεν ἐπί μακρόν καί συνεζητήθησαν ὅλα τά θέματα. (896, 1294, 1149, 1395)
ad-text: 2.250 μέτρα. Αγία στο κέντρον. Εισαγόμενον ΚΑΥΗΣ ΕΝΟΙΚΙΑΖΕΤΑΙ (305, 1276, 559, 1301)
article-text: Ἐπί τῆς ὑποθέσεως ταύτης ἐγένοντο σχετικαί δηλώσεις ὑπό τῶν ἁρμοδίων, οἱ ὁποῖοι ἐτόνισαν ὅτι τά μέτρα θά συνεχισθοῦν. Κατά τάς πληροφορίας, ἡ κατάστασις παρακολουθεῖται στενῶς καί θά ληφθοῦν αἱ ἀπαραίτητοι ἀποφάσεις ἐντός τῶν προσεχῶν ἡμερῶν. Ὡς ἐγνώσθη, ἡ σύσκεψις διήρκεσεν ἐπί μακρόν καί συνεζητήθησαν ὅλα τά θέματα. (871, 577, 1147, 678)
headline: ΘΕΩΡΕΙΤΑΙ ΑΗΞΑΝ ΤΟ ΘΕΜΑ ΔΙΑΦΥΓΗΣ ΤΟΥ ΣΟΒΙΕΤΙΚΟΥ ΑΛΙΕΥΤΙΚΟΥ (310, 27, 554, 82)
headline: ΟΜΟΙΟΤΗΤΕΣ ΑΝΘΡΩΠΟΛΟΓΙΚΩΝ ΧΑΡΑΚΤΗΡΙΣΤΙΚΩΝ ΜΕΤΑΞΥ ΤΩΝ ΚΑΤΟΙΚΩΝ ΤΗΣ ΘΡΑΚΗΣ ΚΑΙ ΤΗΣ ΚΡΗΤΗΣ ΑΝΑΦΕΡΟΝΤΑΙ ΕΙΣ ΑΝΑΚΟΙΝΩΣΙΝ ΤΟΥ κ. ΠΟΥΛΙΑΝΟΥ (4, 371, 278, 501)
article-text: Ἐπί τῆς ὑποθέσεως ταύτης ἐγένοντο σχετικαί δηλώσεις ὑπό τῶν ἁρμοδίων, οἱ ὁποῖοι ἐτόνισαν ὅτι τά μέτρα θά συνεχισθοῦν. Κατά τάς πληροφορίας, ἡ κατάστασις παρακολουθεῖται στενῶς καί θά ληφθοῦν αἱ ἀπαραίτητοι ἀποφάσεις ἐντός τῶν προσεχῶν ἡμερῶν. Ὡς ἐγνώσθη, ἡ σύσκεψις διήρκεσεν ἐπί μακρόν καί συνεζητήθησαν ὅλα τά θέματα. (4, 660, 281, 762)
article-text: Ἐπί τῆς ὑποθέσεως ταύτης ἐγένοντο σχετικαί δηλώσεις ὑπό τῶν ἁρμοδίων, οἱ ὁποῖοι ἐτόνισαν ὅτι τά μέτρα θά συνεχισθοῦν. Κατά τάς πληροφορίας, ἡ κατάστασις παρακολουθεῖται στενῶς καί θά ληφθοῦν αἱ ἀπαραίτητοι ἀποφάσεις ἐντός τῶν προσεχῶν ἡμερῶν. Ὡς ἐγνώσθη, ἡ σύσκεψις διήρκεσεν ἐπί μακρόν καί συνεζητήθησαν ὅλα τά θέματα. (288, 481, 579, 567)
